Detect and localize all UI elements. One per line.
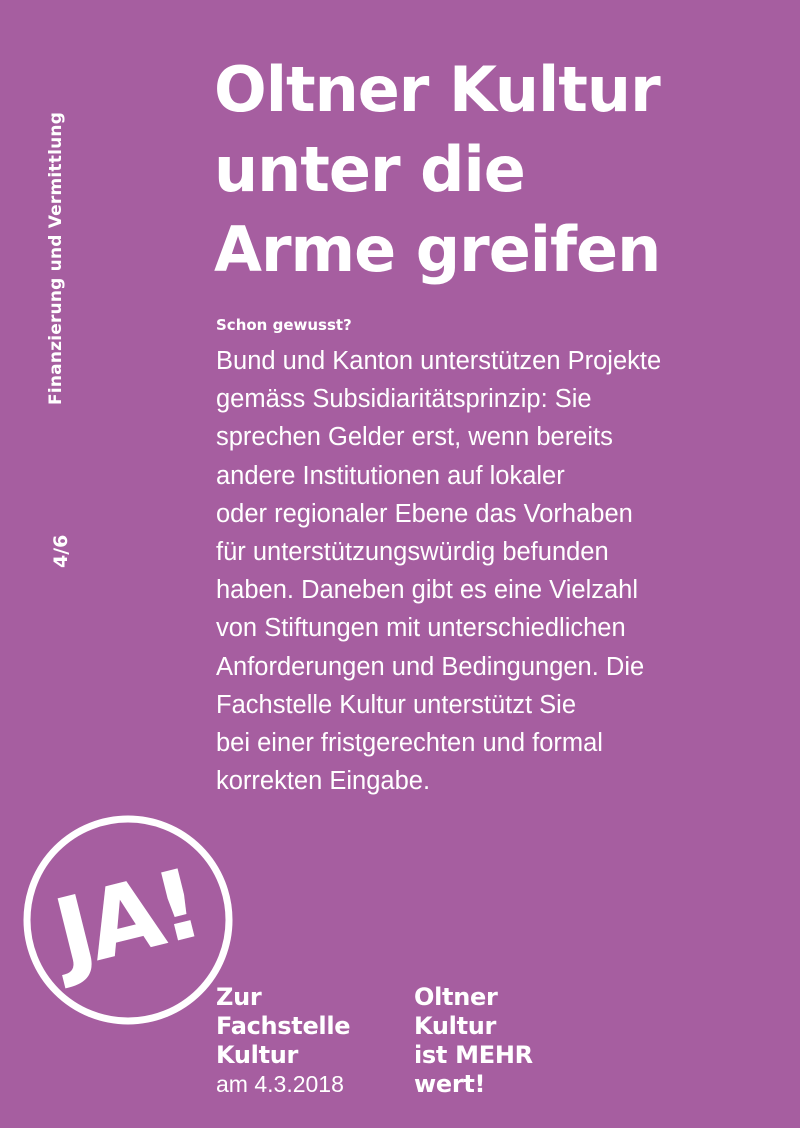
body-line: sprechen Gelder erst, wenn bereits (216, 423, 613, 452)
body-line: für unterstützungswürdig befunden (216, 538, 609, 567)
footer-event-info (216, 983, 350, 1099)
body-line: von Stiftungen mit unterschiedlichen (216, 614, 626, 643)
slogan-line: Oltner (414, 983, 498, 1011)
badge-text: JA! (44, 847, 210, 991)
page-number: 4/6 (50, 534, 72, 568)
body-line: bei einer fristgerechten und formal (216, 729, 603, 758)
ja-badge-logo (20, 812, 236, 1028)
slogan-line: wert! (414, 1070, 486, 1098)
body-paragraph (216, 342, 796, 800)
footer-left-line: Kultur (216, 1041, 299, 1069)
section-label: Finanzierung und Vermittlung (46, 111, 66, 405)
body-line: gemäss Subsidiaritätsprinzip: Sie (216, 385, 592, 414)
headline-line: unter die (214, 133, 525, 206)
body-line: Anforderungen und Bedingungen. Die (216, 652, 645, 681)
vote-date: am 4.3.2018 (216, 1071, 344, 1097)
body-line: Fachstelle Kultur unterstützt Sie (216, 690, 577, 719)
footer-left-line: Fachstelle (216, 1012, 351, 1040)
headline-line: Oltner Kultur (214, 53, 660, 126)
slogan-line: ist MEHR (414, 1041, 533, 1069)
body-line: oder regionaler Ebene das Vorhaben (216, 499, 633, 528)
kicker: Schon gewusst? (216, 316, 352, 334)
footer-left-line: Zur (216, 983, 262, 1011)
body-line: haben. Daneben gibt es eine Vielzahl (216, 576, 639, 605)
body-line: korrekten Eingabe. (216, 767, 431, 796)
slogan-line: Kultur (414, 1012, 497, 1040)
headline-line: Arme greifen (214, 213, 661, 286)
body-line: andere Institutionen auf lokaler (216, 461, 565, 490)
body-line: Bund und Kanton unterstützen Projekte (216, 347, 662, 375)
headline (214, 50, 784, 290)
footer-slogan (414, 983, 533, 1099)
